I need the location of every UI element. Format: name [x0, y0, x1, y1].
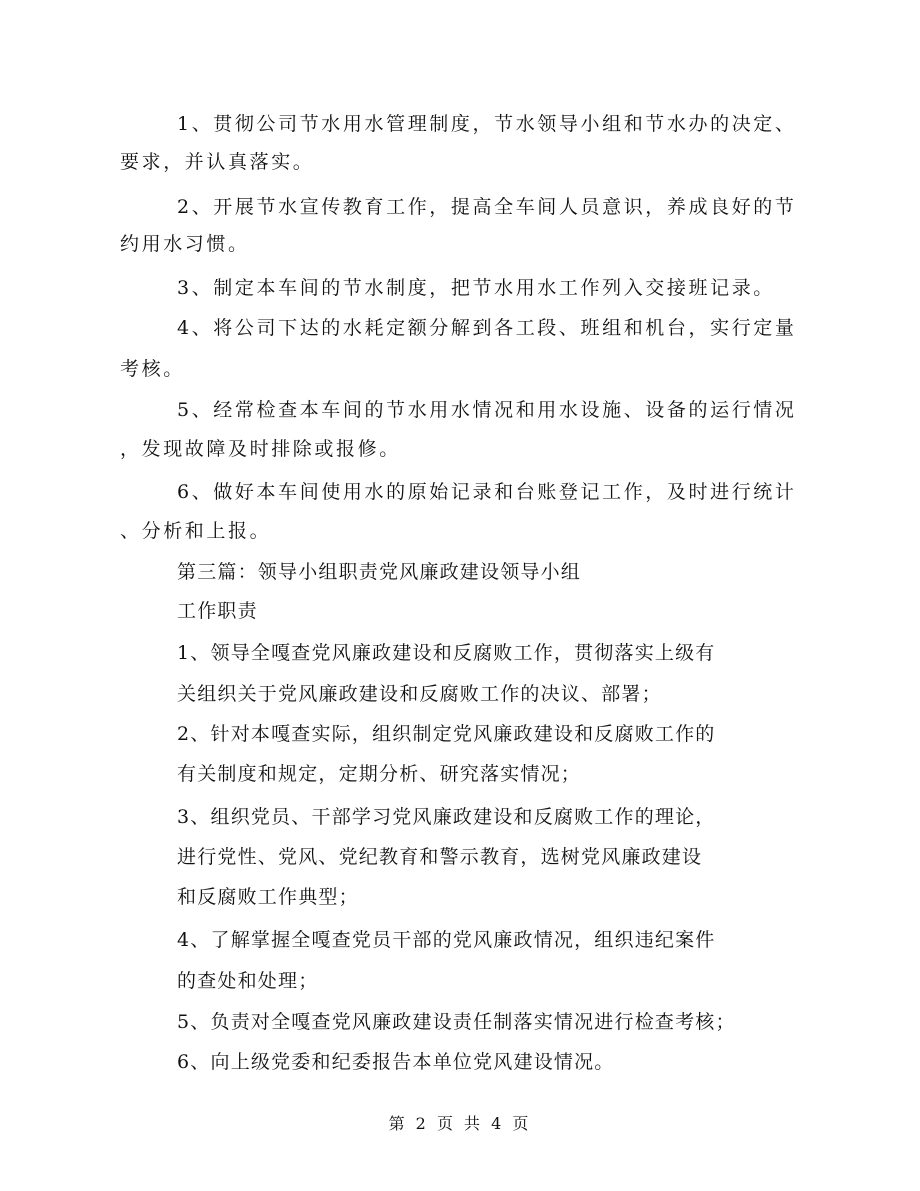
text-line: 要求，并认真落实。	[120, 151, 315, 173]
text-line: 5、负责对全嘎查党风廉政建设责任制落实情况进行检查考核；	[177, 1011, 736, 1033]
text-line: 6、做好本车间使用水的原始记录和台账登记工作，及时进行统计	[177, 481, 797, 503]
text-line: 的查处和处理；	[177, 970, 319, 992]
section-heading: 工作职责	[177, 600, 258, 622]
text-line: 3、制定本车间的节水制度，把节水用水工作列入交接班记录。	[177, 277, 775, 299]
text-line: 2、开展节水宣传教育工作，提高全车间人员意识，养成良好的节	[177, 196, 797, 218]
text-line: 5、经常检查本车间的节水用水情况和用水设施、设备的运行情况	[177, 399, 797, 421]
text-line: 2、针对本嘎查实际，组织制定党风廉政建设和反腐败工作的	[177, 723, 716, 745]
section-heading: 第三篇：领导小组职责党风廉政建设领导小组	[177, 561, 582, 583]
text-line: 1、领导全嘎查党风廉政建设和反腐败工作，贯彻落实上级有	[177, 642, 716, 664]
text-line: 3、组织党员、干部学习党风廉政建设和反腐败工作的理论，	[177, 806, 716, 828]
text-line: ，发现故障及时排除或报修。	[120, 438, 401, 460]
text-line: 进行党性、党风、党纪教育和警示教育，选树党风廉政建设	[177, 846, 703, 868]
text-line: 考核。	[120, 358, 185, 380]
text-line: 4、了解掌握全嘎查党员干部的党风廉政情况，组织违纪案件	[177, 929, 716, 951]
text-line: 有关制度和规定，定期分析、研究落实情况；	[177, 763, 582, 785]
text-line: 6、向上级党委和纪委报告本单位党风建设情况。	[177, 1051, 615, 1073]
page-number: 第 2 页 共 4 页	[388, 1114, 532, 1133]
text-line: 约用水习惯。	[120, 233, 250, 255]
text-line: 关组织关于党风廉政建设和反腐败工作的决议、部署；	[177, 683, 662, 705]
text-line: 4、将公司下达的水耗定额分解到各工段、班组和机台，实行定量	[177, 317, 797, 339]
text-line: 和反腐败工作典型；	[177, 886, 359, 908]
text-line: 、分析和上报。	[120, 520, 272, 542]
text-line: 1、贯彻公司节水用水管理制度，节水领导小组和节水办的决定、	[177, 113, 797, 135]
